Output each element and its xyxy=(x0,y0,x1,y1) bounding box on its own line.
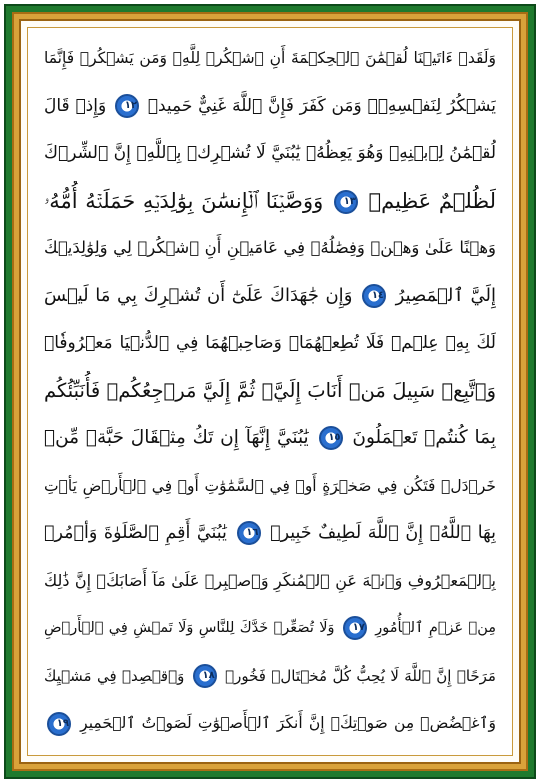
ayah-number-marker: ١٢ xyxy=(115,94,139,118)
ayah-number-marker: ١٩ xyxy=(47,712,71,736)
ayah-number-marker: ١٧ xyxy=(343,616,367,640)
verse-text: لَظُلۡمٌ عَظِيمٞ xyxy=(368,188,496,213)
verse-text: بِمَا كُنتُمۡ تَعۡمَلُونَ xyxy=(352,427,496,448)
verse-line xyxy=(44,418,496,458)
verse-line xyxy=(44,513,496,553)
verse-line xyxy=(44,228,496,268)
verse-line xyxy=(44,608,496,648)
verse-line xyxy=(44,656,496,696)
page-frame-inner xyxy=(19,19,521,764)
verse-text: وَهۡنًا عَلَىٰ وَهۡنٖ وَفِصَٰلُهُۥ فِي عَامَيۡنِ أَنِ ٱشۡكُرۡ لِي وَلِوَٰلِدَيۡكَ xyxy=(44,238,496,257)
verse-line xyxy=(44,133,496,173)
verse-line xyxy=(44,466,496,506)
verse-text: لُقۡمَٰنُ لِٱبۡنِهِۦ وَهُوَ يَعِظُهُۥ يَٰبُنَيَّ لَا تُشۡرِكۡ بِٱللَّهِۖ إِنَّ ٱلشِّرۡكَ xyxy=(44,143,496,163)
verse-line xyxy=(44,86,496,126)
verse-text: خَرۡدَلٖ فَتَكُن فِي صَخۡرَةٍ أَوۡ فِي ٱلسَّمَٰوَٰتِ أَوۡ فِي ٱلۡأَرۡضِ يَأۡتِ xyxy=(44,476,496,495)
verse-text: بِهَا ٱللَّهُۚ إِنَّ ٱللَّهَ لَطِيفٌ خَبِيرٞ xyxy=(270,523,496,543)
verse-text: وَٱغۡضُضۡ مِن صَوۡتِكَۚ إِنَّ أَنكَرَ ٱلۡأَصۡوَٰتِ لَصَوۡتُ ٱلۡحَمِيرِ xyxy=(80,714,496,732)
verse-text: وَلَقَدۡ ءَاتَيۡنَا لُقۡمَٰنَ ٱلۡحِكۡمَةَ أَنِ ٱشۡكُرۡ لِلَّهِۚ وَمَن يَشۡكُرۡ فَإِنَّمَا xyxy=(44,49,496,67)
verse-text: يَٰبُنَيَّ أَقِمِ ٱلصَّلَوٰةَ وَأۡمُرۡ xyxy=(44,523,227,543)
page-frame-gold xyxy=(12,12,528,771)
verse-text: وَوَصَّيۡنَا ٱلۡإِنسَٰنَ بِوَٰلِدَيۡهِ حَمَلَتۡهُ أُمُّهُۥ xyxy=(44,188,324,213)
mushaf-page xyxy=(27,27,513,756)
verse-line xyxy=(44,371,496,411)
verse-line xyxy=(44,181,496,221)
ayah-number-marker: ١٥ xyxy=(319,426,343,450)
verse-line xyxy=(44,276,496,316)
verse-text: يَشۡكُرُ لِنَفۡسِهِۦۖ وَمَن كَفَرَ فَإِنَّ ٱللَّهَ غَنِيٌّ حَمِيدٞ xyxy=(147,95,496,116)
verse-line xyxy=(44,323,496,363)
verse-text: وَإِذۡ قَالَ xyxy=(44,95,107,116)
verse-text: وَٱقۡصِدۡ فِي مَشۡيِكَ xyxy=(44,666,185,685)
verse-line xyxy=(44,38,496,78)
verse-text: وَلَا تُصَعِّرۡ خَدَّكَ لِلنَّاسِ وَلَا تَمۡشِ فِي ٱلۡأَرۡضِ xyxy=(44,620,335,636)
ayah-number-marker: ١٨ xyxy=(193,664,217,688)
verse-text: يَٰبُنَيَّ إِنَّهَآ إِن تَكُ مِثۡقَالَ حَبَّةٖ مِّنۡ xyxy=(44,427,309,448)
ayah-number-marker: ١٦ xyxy=(237,521,261,545)
verse-text: وَٱتَّبِعۡ سَبِيلَ مَنۡ أَنَابَ إِلَيَّۚ ثُمَّ إِلَيَّ مَرۡجِعُكُمۡ فَأُنَبِّئُكُم xyxy=(44,378,496,402)
verse-line xyxy=(44,561,496,601)
ayah-number-marker: ١٣ xyxy=(334,190,358,214)
page-frame-outer xyxy=(4,4,536,779)
verse-text: مَرَحًاۖ إِنَّ ٱللَّهَ لَا يُحِبُّ كُلَّ مُخۡتَالٖ فَخُورٖ xyxy=(225,666,496,685)
verse-text: بِٱلۡمَعۡرُوفِ وَٱنۡهَ عَنِ ٱلۡمُنكَرِ وَٱصۡبِرۡ عَلَىٰ مَآ أَصَابَكَۖ إِنَّ ذَٰلِكَ xyxy=(44,570,496,590)
ayah-number-marker: ١٤ xyxy=(362,284,386,308)
verse-text: إِلَيَّ ٱلۡمَصِيرُ xyxy=(395,284,496,306)
verse-text: لَكَ بِهِۦ عِلۡمٞ فَلَا تُطِعۡهُمَاۖ وَصَاحِبۡهُمَا فِي ٱلدُّنۡيَا مَعۡرُوفٗاۖ xyxy=(44,333,496,353)
verse-text: مِنۡ عَزۡمِ ٱلۡأُمُورِ xyxy=(375,620,496,636)
verse-text: وَإِن جَٰهَدَاكَ عَلَىٰٓ أَن تُشۡرِكَ بِي مَا لَيۡسَ xyxy=(44,284,353,306)
verse-line xyxy=(44,703,496,743)
